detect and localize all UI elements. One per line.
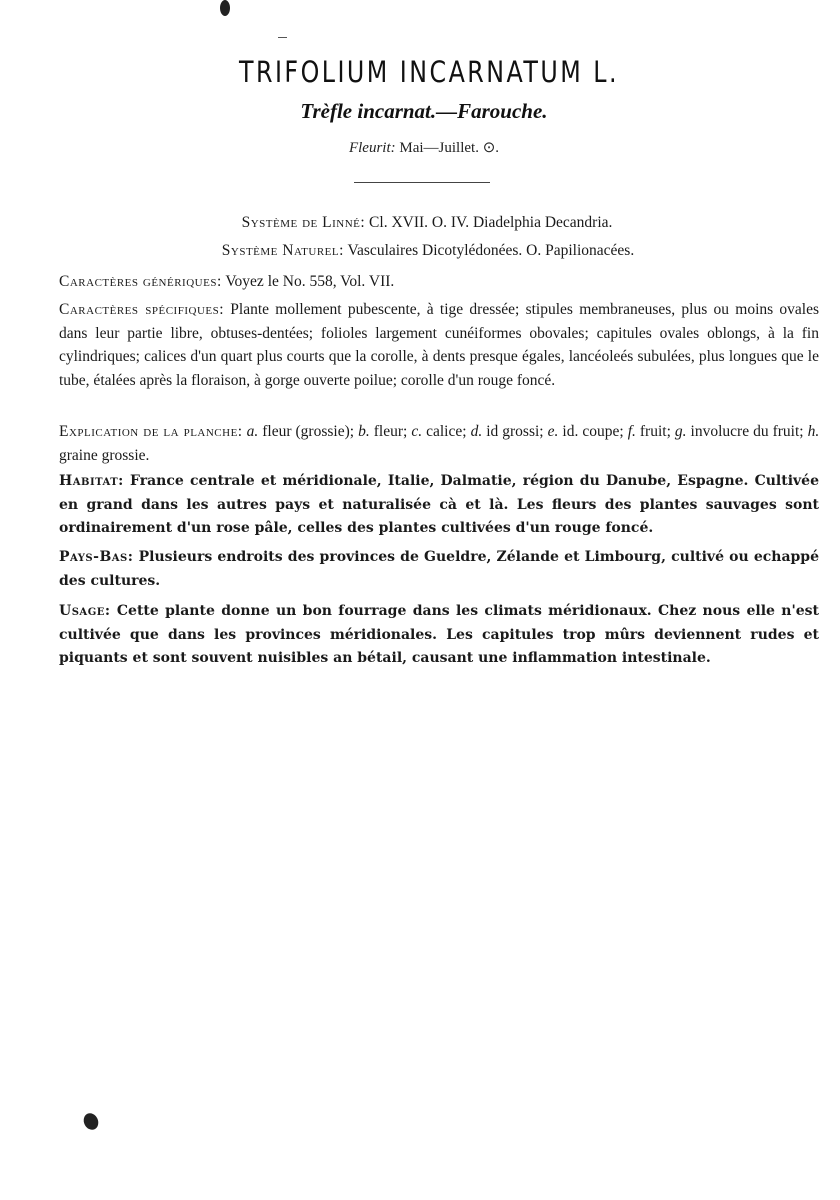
specific-characters <box>59 298 819 392</box>
linnaean-system <box>0 214 840 232</box>
natural-system-label: Système Naturel: <box>221 242 344 259</box>
generic-characters-label: Caractères génériques: <box>59 273 222 290</box>
ink-speck <box>220 0 230 16</box>
usage-label: Usage: <box>59 603 111 619</box>
habitat-label: Habitat: <box>59 473 124 489</box>
netherlands-label: Pays-Bas: <box>59 549 134 565</box>
plate-explanation-item: a. fleur (grossie); <box>246 423 355 440</box>
ink-speck <box>81 1111 101 1132</box>
plate-explanation-item: e. id. coupe; <box>547 423 624 440</box>
plate-explanation-item: c. calice; <box>411 423 467 440</box>
page-subtitle: Trèfle incarnat.—Farouche. <box>300 99 548 123</box>
plate-explanation-item: d. id grossi; <box>470 423 544 440</box>
plate-explanation-item: f. fruit; <box>627 423 671 440</box>
netherlands-value: Plusieurs endroits des provinces de Gueldre, Zélande et Limbourg, cultivé ou echappé des cultures. <box>59 549 820 589</box>
flowering-period <box>0 138 840 157</box>
flowering-label: Fleurit: <box>348 140 396 156</box>
habitat-value: France centrale et méridionale, Italie, Dalmatie, région du Danube, Espagne. Cultivée en grand dans les autres pays et naturalisée cà et là. Les fleurs des plantes sauvages sont ordinairement d'un rose pâle, celles des plantes cultivées d'un rouge foncé. <box>59 473 819 536</box>
generic-characters <box>59 270 819 294</box>
habitat <box>59 470 819 541</box>
netherlands-distribution <box>59 546 819 593</box>
ink-speck <box>278 37 287 38</box>
linnaean-system-label: Système de Linné: <box>241 214 366 231</box>
plate-explanation-item: b. fleur; <box>358 423 408 440</box>
natural-system <box>0 242 840 260</box>
page-title: TRIFOLIUM INCARNATUM L. <box>238 55 619 89</box>
plate-explanation-item: g. involucre du fruit; <box>674 423 804 440</box>
specific-characters-value: Plante mollement pubescente, à tige dressée; stipules membraneuses, plus ou moins ovales dans leur partie libre, obtuses-dentées; folioles largement cunéiformes obovales; capitules ovales oblongs, à la fin cylindriques; calices d'un quart plus courts que la corolle, à dents presque égales, lancéoleés subulées, plus longues que le tube, étalées après la floraison, à gorge ouverte poilue; corolle d'un rouge foncé. <box>59 301 820 389</box>
plate-explanation-label: Explication de la planche: <box>59 423 243 440</box>
divider <box>354 182 490 183</box>
linnaean-system-value: Cl. XVII. O. IV. Diadelphia Decandria. <box>369 214 613 231</box>
generic-characters-value: Voyez le No. 558, Vol. VII. <box>225 273 395 290</box>
flowering-value: Mai—Juillet. ⊙. <box>399 140 500 156</box>
plate-explanation-item: h. graine grossie. <box>59 423 820 464</box>
specific-characters-label: Caractères spécifiques: <box>59 301 225 318</box>
usage-value: Cette plante donne un bon fourrage dans les climats méridionaux. Chez nous elle n'est cultivée que dans les provinces méridionales. Les capitules trop mûrs deviennent rudes et piquants et sont souvent nuisibles an bétail, causant une inflammation intestinale. <box>59 603 820 666</box>
natural-system-value: Vasculaires Dicotylédonées. O. Papilionacées. <box>347 242 635 259</box>
plate-explanation <box>59 420 819 467</box>
usage <box>59 600 819 671</box>
